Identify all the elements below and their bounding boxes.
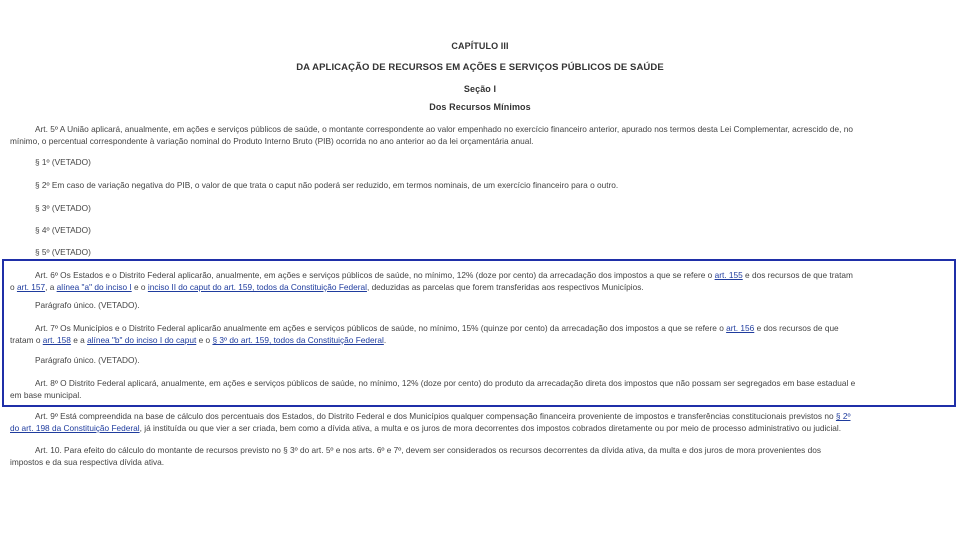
art7-text: tratam o	[10, 335, 41, 345]
art7-text: .	[383, 335, 387, 345]
art5-paragraph-5: § 5º (VETADO)	[35, 247, 91, 257]
link-art-156[interactable]: art. 156	[726, 323, 755, 333]
art6-line1	[10, 270, 955, 281]
art6-text: e o	[134, 282, 146, 292]
link-alinea-b-inciso-i[interactable]: alínea "b" do inciso I do caput	[87, 335, 197, 345]
link-art-158[interactable]: art. 158	[42, 335, 71, 345]
subsection-heading: Dos Recursos Mínimos	[429, 102, 531, 112]
link-alinea-a-inciso-i[interactable]: alínea "a" do inciso I	[56, 282, 132, 292]
art9-line2	[10, 423, 955, 434]
link-art-157[interactable]: art. 157	[16, 282, 46, 292]
art9-text-tail: , já instituída ou que vier a ser criada, bem como a dívida ativa, a multa e os juros de mora decorrentes dos impostos cobrados diretamente ou por meio de processo administrativo ou judicial.	[139, 423, 842, 433]
art8-line1: Art. 8º O Distrito Federal aplicará, anualmente, em ações e serviços públicos de saúde, no mínimo, 12% (doze por cento) do produto da arrecadação direta dos impostos que não possam ser segregados em base estadual e	[35, 378, 856, 388]
art10-line2: impostos e da sua respectiva dívida ativa.	[10, 457, 165, 467]
section-heading: Seção I	[463, 84, 497, 94]
link-art-155[interactable]: art. 155	[714, 270, 743, 280]
art5-line1: Art. 5º A União aplicará, anualmente, em ações e serviços públicos de saúde, o montante correspondente ao valor empenhado no exercício financeiro anterior, apurado nos termos desta Lei Complementar, acrescido de, no	[35, 124, 853, 134]
art6-line2	[10, 282, 955, 293]
art7-text: Art. 7º Os Municípios e o Distrito Federal aplicarão anualmente em ações e serviços públicos de saúde, no mínimo, 15% (quinze por cento) da arrecadação dos impostos a que se refere o	[35, 323, 724, 333]
art7-line2	[10, 335, 955, 346]
art5-paragraph-2: § 2º Em caso de variação negativa do PIB, o valor de que trata o caput não poderá ser reduzido, em termos nominais, de um exercício financeiro para o outro.	[35, 180, 619, 190]
art6-text: Art. 6º Os Estados e o Distrito Federal aplicarão, anualmente, em ações e serviços públicos de saúde, no mínimo, 12% (doze por cento) da arrecadação dos impostos a que se refere o	[35, 270, 713, 280]
art5-line2: mínimo, o percentual correspondente à variação nominal do Produto Interno Bruto (PIB) ocorrida no ano anterior ao da lei orçamentária anual.	[10, 136, 534, 146]
link-inciso-ii-art-159[interactable]: inciso II do caput do art. 159, todos da Constituição Federal	[147, 282, 367, 292]
art9-line1	[10, 411, 955, 422]
art6-text: o	[10, 282, 15, 292]
art7-text: e a	[73, 335, 85, 345]
art7-paragraph-unico: Parágrafo único. (VETADO).	[35, 355, 140, 365]
link-par-2[interactable]: § 2º	[835, 411, 851, 421]
chapter-heading: CAPÍTULO III	[451, 41, 509, 51]
art7-text: e o	[198, 335, 211, 345]
art6-text: , deduzidas as parcelas que forem transferidas aos respectivos Municípios.	[366, 282, 644, 292]
art7-text-tail: e dos recursos de que	[756, 323, 839, 333]
chapter-title: DA APLICAÇÃO DE RECURSOS EM AÇÕES E SERVIÇOS PÚBLICOS DE SAÚDE	[296, 62, 664, 73]
art6-paragraph-unico: Parágrafo único. (VETADO).	[35, 300, 140, 310]
art6-text: , a	[45, 282, 55, 292]
art7-line1	[10, 323, 955, 334]
link-par-3-art-159[interactable]: § 3º do art. 159, todos da Constituição Federal	[212, 335, 384, 345]
art5-paragraph-3: § 3º (VETADO)	[35, 203, 91, 213]
art6-text-tail: e dos recursos de que tratam	[745, 270, 853, 280]
art5-paragraph-4: § 4º (VETADO)	[35, 225, 91, 235]
art8-line2: em base municipal.	[10, 390, 82, 400]
art10-line1: Art. 10. Para efeito do cálculo do montante de recursos previsto no § 3º do art. 5º e nos arts. 6º e 7º, devem ser considerados os recursos decorrentes da dívida ativa, da multa e dos juros de mora provenientes dos	[35, 445, 822, 455]
art9-text: Art. 9º Está compreendida na base de cálculo dos percentuais dos Estados, do Distrito Federal e dos Municípios qualquer compensação financeira proveniente de impostos e transferências constitucionais previstos no	[35, 411, 834, 421]
art5-paragraph-1: § 1º (VETADO)	[35, 157, 91, 167]
link-art-198[interactable]: do art. 198 da Constituição Federal	[10, 423, 140, 433]
